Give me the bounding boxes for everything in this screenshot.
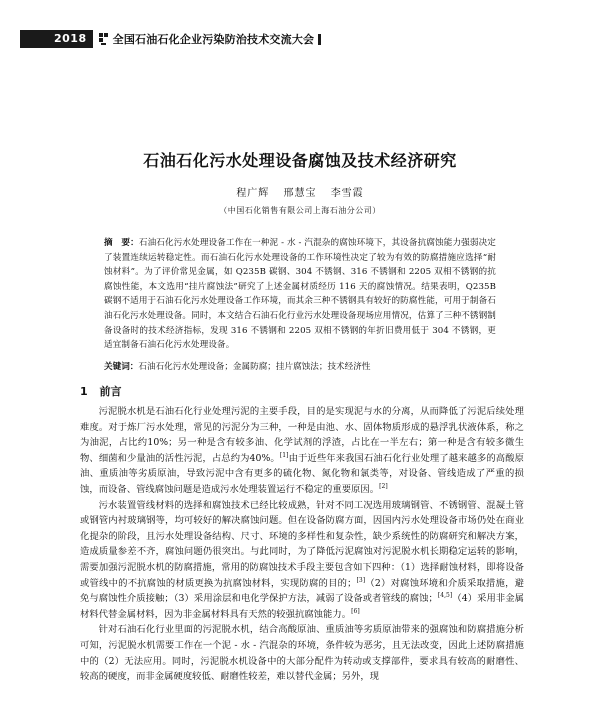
- paper-title: 石油石化污水处理设备腐蚀及技术经济研究: [143, 151, 457, 170]
- running-header: [20, 30, 321, 48]
- paragraph: [80, 404, 524, 498]
- section-number: 1: [80, 385, 88, 398]
- paragraph-text: 污泥脱水机是石油石化行业处理污泥的主要手段，目的是实现泥与水的分离，从而降低了污泥后续处理难度。对于炼厂污水处理，常见的污泥分为三种，一种是由池、水、固体物质形成的悬浮乳状液体系，称之为油泥，占比约10%；另一种是含有较多油、化学试剂的浮渣，占比在一半左右；第一种是含有较多微生物、细菌和少量油的活性污泥，占总约为40%。: [80, 406, 524, 464]
- paragraph-text: 污水装置管线材料的选择和腐蚀技术已经比较成熟，针对不同工况选用玻璃钢管、不锈钢管、混凝土管或钢管内衬玻璃钢等，均可较好的解决腐蚀问题。但在设备防腐方面，因国内污水处理设备市场仍处在商业化提杂的阶段，且污水处理设备结构、尺寸、环境的多样性和复杂性，缺少系统性的防腐研究和解决方案，造成质量参差不齐，腐蚀问题仍很突出。与此同时，为了降低污泥腐蚀对污泥脱水机长期稳定运转的影响，需要加强污泥脱水机的防腐措施，常用的防腐蚀技术手段主要包含如下四种：（1）选择耐蚀材料，即将设备或管线中的不抗腐蚀的材质更换为抗腐蚀材料，实现防腐的目的；: [80, 499, 524, 589]
- author-name: 程广辉: [236, 188, 270, 199]
- author-name: 李雪霞: [330, 188, 364, 199]
- citation: [2]: [379, 482, 388, 490]
- affiliation: （中国石化销售有限公司上海石油分公司）: [219, 206, 381, 215]
- paragraph-text: 针对石油石化行业里面的污泥脱水机，结合高酸原油、重质油等劣质原油带来的强腐蚀和防腐措施分析可知，污泥脱水机需要工作在一个泥 - 水 - 汽混杂的环境，条件较为恶劣，且无法改变，因此上述防腐措施中的（2）无法应用。同时，污泥脱水机设备中的大部分配件为转动或支撑部件，要求具有较高的耐磨性、较高的硬度，而非金属硬度较低、耐磨性较差，难以替代金属；另外，现: [80, 624, 524, 683]
- year-badge: 2018: [20, 30, 93, 48]
- abstract-text: 石油石化污水处理设备工作在一种泥 - 水 - 汽混杂的腐蚀环境下，其设备抗腐蚀能力强弱决定了装置连续运转稳定性。而石油石化污水处理设备的工作环境性决定了较为有效的防腐措施应选择“耐蚀材料”。为了评价常见金属，如 Q235B 碳钢、304 不锈钢、316 不锈钢和 2205 双相不锈钢的抗腐蚀性能，本文选用“挂片腐蚀法”研究了上述金属材质经历 116 天的腐蚀情况。结果表明，Q235B 碳钢不适用于石油石化污水处理设备工作环境，而其余三种不锈钢具有较好的防腐性能，可用于制备石油石化污水处理设备。同时，本文结合石油石化行业污水处理设备现场应用情况，估算了三种不锈钢制备设备时的技术经济指标，发现 316 不锈钢和 2205 双相不锈钢的年折旧费用低于 304 不锈钢，更适宜制备石油石化污水处理设备。: [104, 238, 496, 351]
- citation: [3]: [356, 576, 366, 584]
- citation: [6]: [351, 607, 360, 615]
- section-heading: [80, 383, 122, 399]
- paragraph-text: （4）采用非金属材料代替金属材料，因为非金属材料具有天然的较强抗腐蚀能力。: [80, 593, 524, 620]
- keywords-label: 关键词：: [104, 362, 139, 372]
- paragraph: [80, 498, 524, 623]
- keywords-text: 石油石化污水处理设备；金属防腐；挂片腐蚀法；技术经济性: [138, 362, 371, 372]
- author-name: 邢慧宝: [283, 188, 317, 199]
- paragraph-text: 由于近些年来我国石油石化行业处理了越来越多的高酸原油、重质油等劣质原油，导致污泥中含有更多的硫化物、氮化物和氯类等，对设备、管线造成了严重的损蚀，而设备、管线腐蚀问题是造成污水处理装置运行不稳定的重要原因。: [80, 452, 524, 495]
- section-title: 前言: [99, 385, 122, 398]
- header-end-bar-icon: [318, 34, 321, 45]
- abstract-label: 摘 要：: [104, 238, 139, 248]
- paragraph: [80, 622, 524, 684]
- header-square-mark-icon: [99, 33, 109, 45]
- citation: [4,5]: [437, 592, 453, 600]
- author-list: [0, 184, 600, 199]
- abstract: [104, 236, 496, 353]
- conference-title: 全国石油石化企业污染防治技术交流大会: [112, 33, 315, 46]
- citation: [1]: [279, 451, 289, 459]
- keywords: [104, 360, 496, 374]
- paragraph-text: （2）对腐蚀环境和介质采取措施，避免与腐蚀性介质接触；（3）采用涂层和电化学保护方法，减弱了设备或者管线的腐蚀；: [80, 577, 524, 605]
- body-text: [80, 404, 524, 685]
